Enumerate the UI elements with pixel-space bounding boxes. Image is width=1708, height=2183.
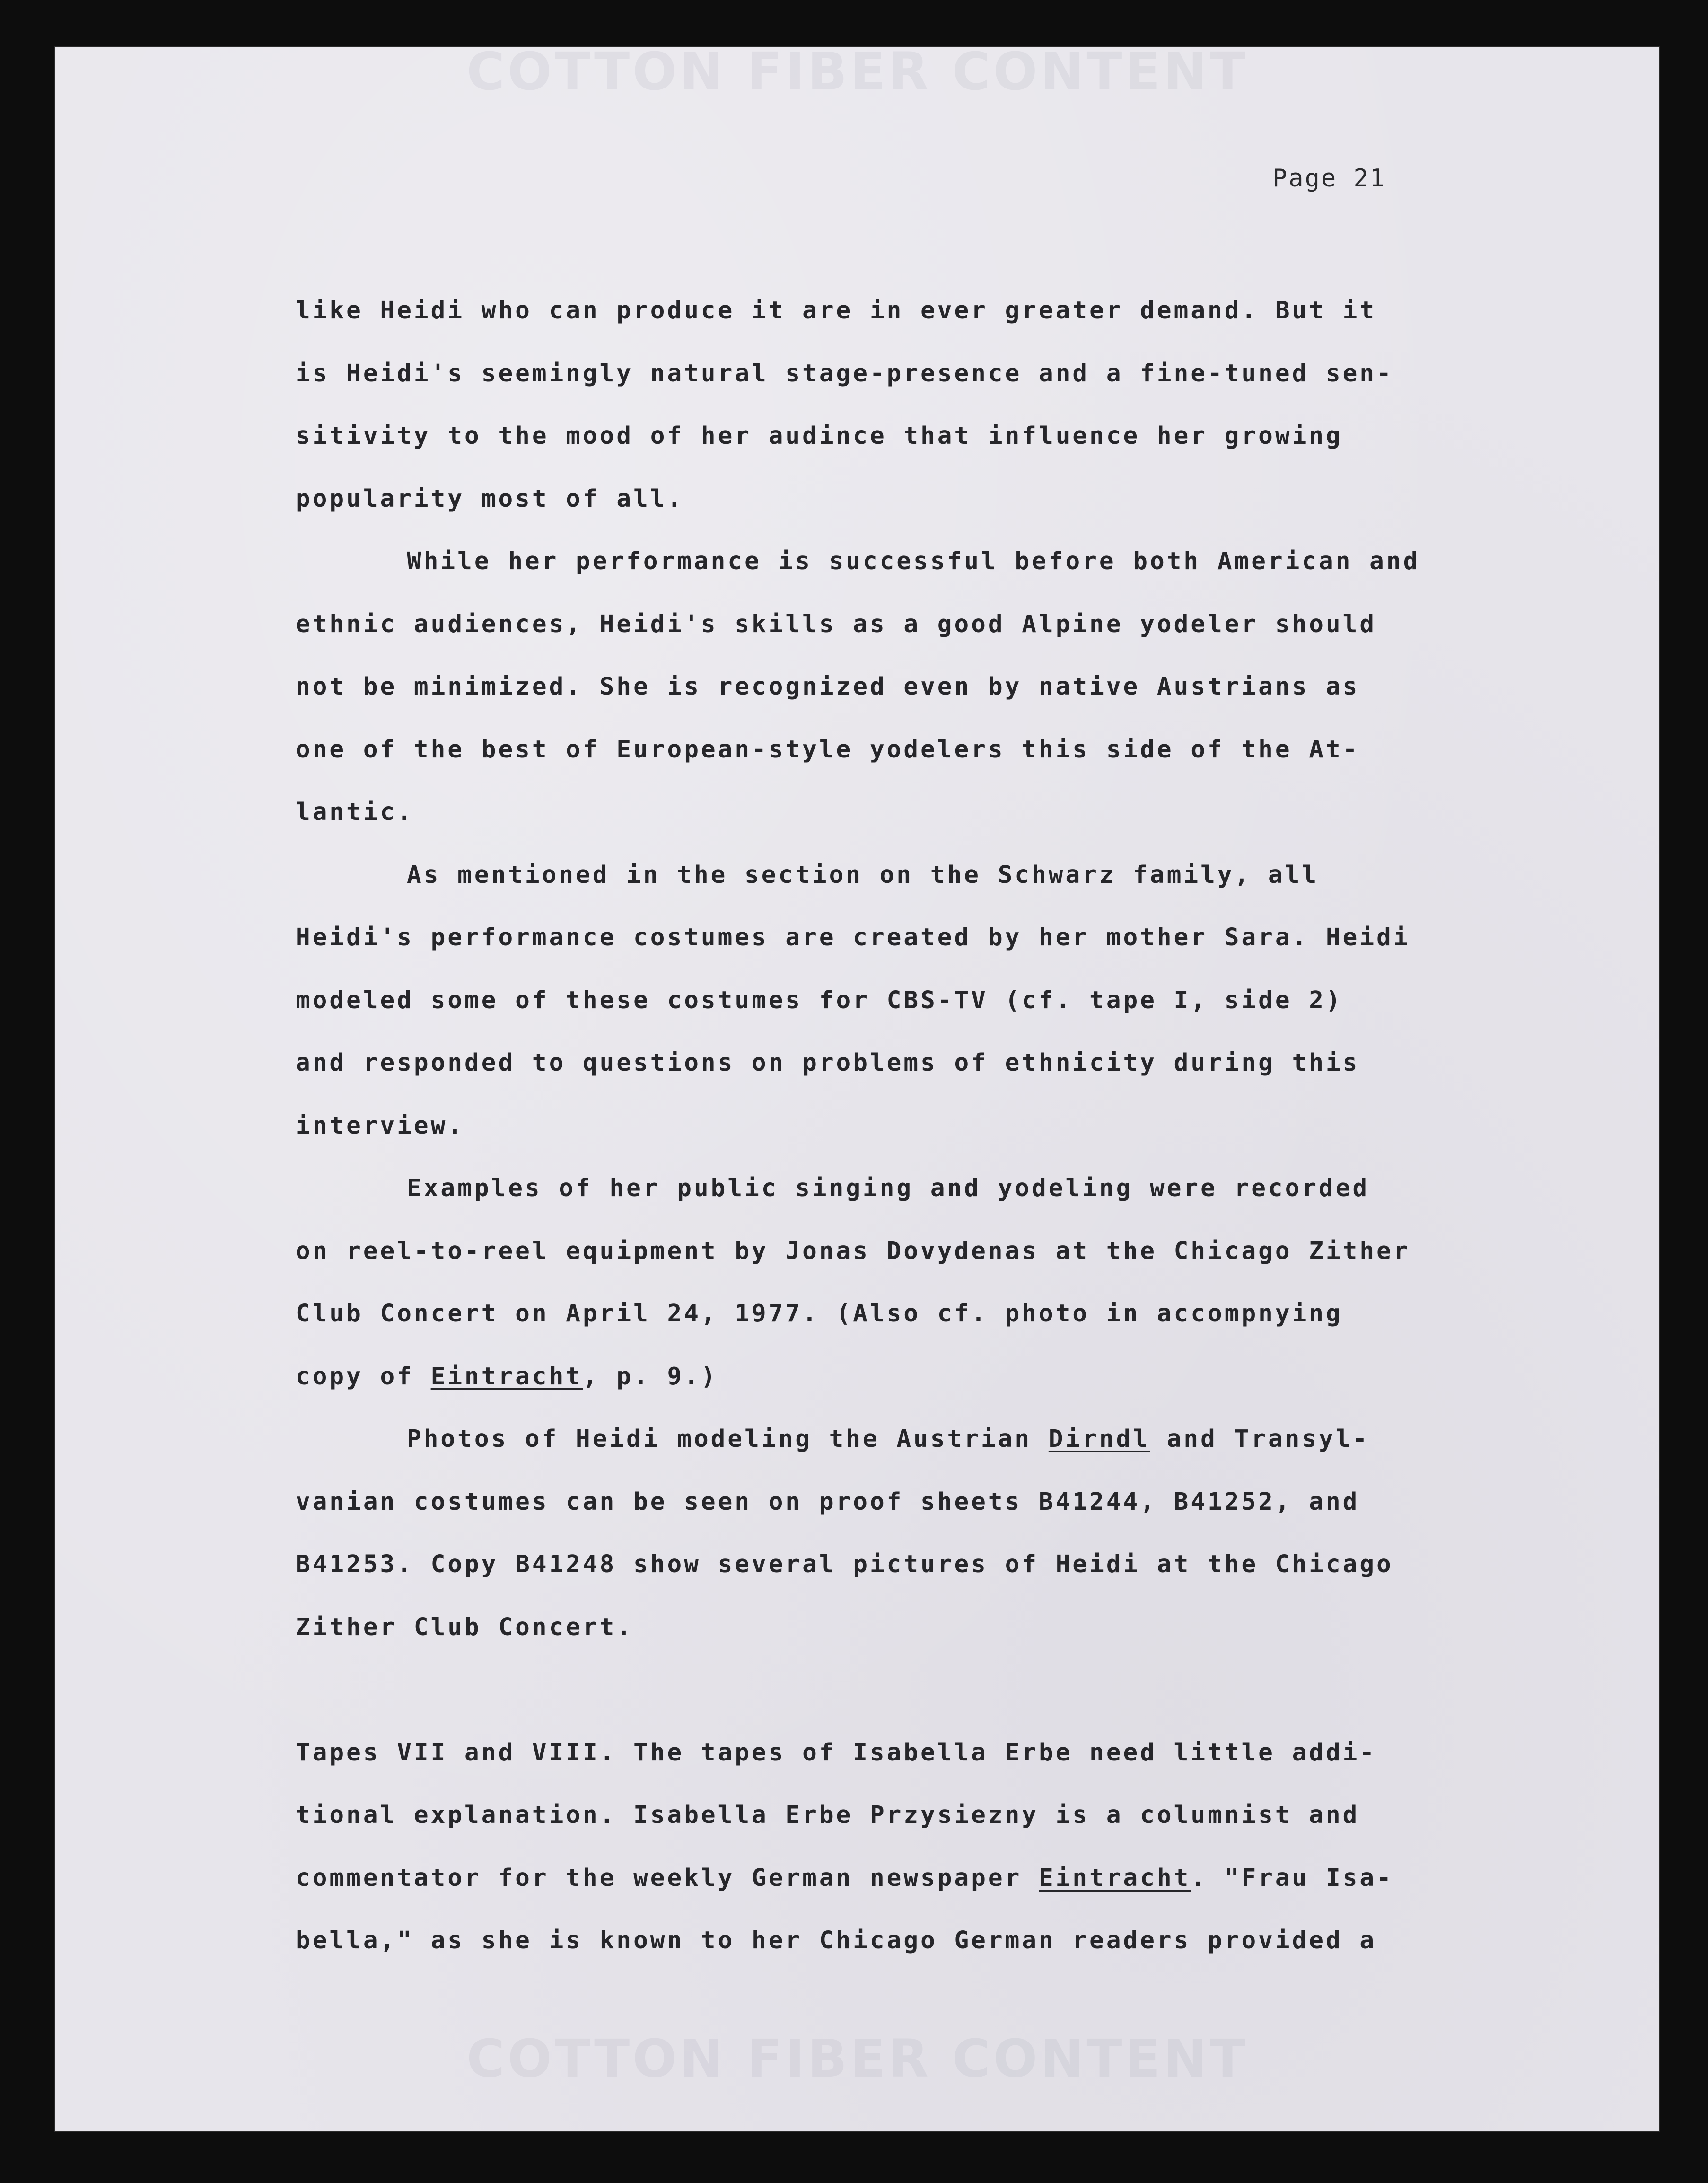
text-line: sitivity to the mood of her audince that influence her growing [296,422,1343,450]
text-line [296,1363,718,1391]
underlined-term: Dirndl [1048,1425,1150,1453]
text-line: Club Concert on April 24, 1977. (Also cf. photo in accompnying [296,1300,1343,1328]
text-line: vanian costumes can be seen on proof sheets B41244, B41252, and [296,1488,1360,1516]
typewritten-page [54,41,1660,2132]
underlined-title: Eintracht [1039,1864,1191,1892]
watermark-bottom: COTTON FIBER CONTENT [466,2028,1248,2089]
text-line: lantic. [296,798,414,826]
text-line: one of the best of European-style yodelers this side of the At- [296,736,1360,764]
text-line: not be minimized. She is recognized even by native Austrians as [296,673,1360,701]
watermark-top: COTTON FIBER CONTENT [466,41,1248,102]
text-line: B41253. Copy B41248 show several pictures of Heidi at the Chicago [296,1550,1393,1578]
text-line: like Heidi who can produce it are in ever greater demand. But it [296,297,1377,325]
text-line: popularity most of all. [296,485,684,513]
text-segment: and Transyl- [1150,1425,1370,1453]
text-line: Tapes VII and VIII. The tapes of Isabella Erbe need little addi- [296,1739,1377,1767]
text-line: interview. [296,1112,465,1140]
text-line: Examples of her public singing and yodeling were recorded [407,1174,1370,1202]
text-line [407,1425,1369,1453]
page-number: Page 21 [1272,164,1386,193]
underlined-title: Eintracht [430,1363,583,1391]
text-line: bella," as she is known to her Chicago German readers provided a [296,1927,1377,1954]
text-line [296,1864,1393,1893]
text-segment: , p. 9.) [582,1363,718,1391]
text-segment: commentator for the weekly German newspaper [296,1864,1039,1892]
text-line: ethnic audiences, Heidi's skills as a good Alpine yodeler should [296,610,1377,638]
text-line: and responded to questions on problems of ethnicity during this [296,1049,1360,1077]
text-segment: copy of [296,1363,431,1391]
text-line: modeled some of these costumes for CBS-TV (cf. tape I, side 2) [296,986,1343,1014]
text-line: As mentioned in the section on the Schwarz family, all [407,861,1319,889]
text-line: While her performance is successful before both American and [407,547,1420,575]
text-segment: Photos of Heidi modeling the Austrian [407,1425,1049,1453]
text-segment: . "Frau Isa- [1191,1864,1393,1892]
text-line: Zither Club Concert. [296,1613,634,1641]
text-line: is Heidi's seemingly natural stage-presence and a fine-tuned sen- [296,360,1393,387]
text-line: on reel-to-reel equipment by Jonas Dovydenas at the Chicago Zither [296,1237,1410,1265]
text-line: Heidi's performance costumes are created by her mother Sara. Heidi [296,924,1410,951]
text-line: tional explanation. Isabella Erbe Przysiezny is a columnist and [296,1801,1360,1829]
